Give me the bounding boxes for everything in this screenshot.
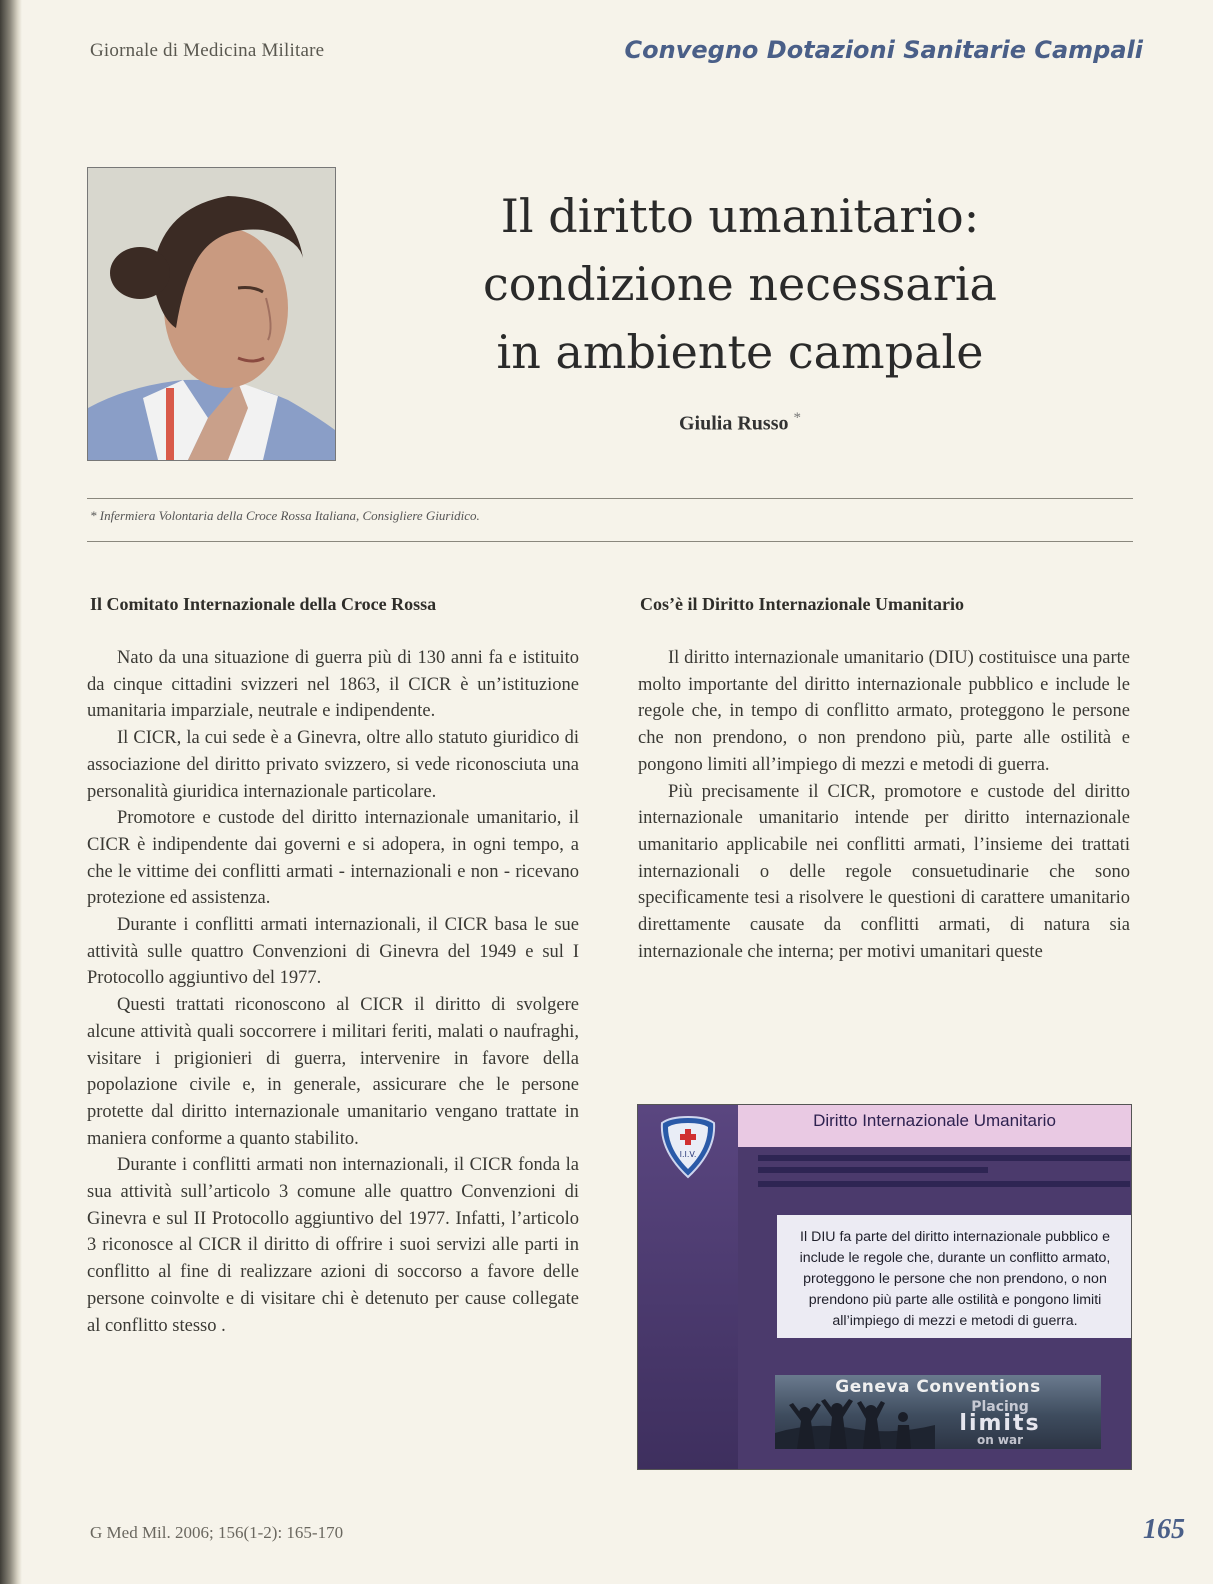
paragraph: Durante i conflitti armati non internazionali, il CICR fonda la sua attività sull’articolo 3 comune alle quattro Convenzioni di Ginevra e sul II Protocollo aggiuntivo del 1977. Infatti, l’articolo 3 riconosce al CICR il diritto di offrire i suoi servizi alle parti in conflitto al fine di realizzare azioni di soccorso a favore delle persone coinvolte e di visitare chi è detenuto per cause collegate al conflitto stesso . — [87, 1155, 579, 1336]
journal-name: Giornale di Medicina Militare — [90, 40, 325, 61]
right-column-text — [638, 645, 1130, 965]
slide-divider-bar — [758, 1167, 988, 1173]
footer-citation: G Med Mil. 2006; 156(1-2): 165-170 — [90, 1523, 344, 1542]
page-number: 165 — [1143, 1514, 1185, 1545]
title-line: condizione necessaria — [483, 257, 997, 311]
left-column-text — [87, 645, 579, 1339]
author-portrait-illustration — [88, 168, 335, 460]
emblem-text: I.I.V. — [679, 1150, 697, 1159]
right-column-heading: Cos’è il Diritto Internazionale Umanitario — [640, 594, 964, 614]
banner-subtitle-line: Placing — [971, 1399, 1029, 1415]
title-line: Il diritto umanitario: — [500, 189, 980, 243]
affiliation-bottom-rule — [87, 541, 1133, 542]
geneva-conventions-banner — [775, 1375, 1101, 1449]
author-footnote-mark: * — [793, 410, 801, 426]
paragraph: Più precisamente il CICR, promotore e custode del diritto internazionale umanitario intende per diritto internazionale umanitario applicabile nei conflitti armati, l’insieme dei trattati internazionali o delle regole consuetudinarie che sono specificamente tesi a risolvere le questioni di carattere umanitario direttamente causate da conflitti armati, di natura sia internazionale che interna; per motivi umanitari queste — [638, 781, 1130, 962]
slide-divider-bar — [758, 1181, 1130, 1187]
author-name — [560, 410, 920, 436]
banner-title: Geneva Conventions — [835, 1377, 1041, 1397]
paragraph: Promotore e custode del diritto internazionale umanitario, il CICR è indipendente dai governi e si adopera, in ogni tempo, a che le vittime dei conflitti armati - internazionali e non - ricevano protezione ed assistenza. — [87, 808, 579, 909]
banner-subtitle-line: on war — [976, 1433, 1024, 1447]
paragraph: Questi trattati riconoscono al CICR il diritto di svolgere alcune attività quali soccorrere i militari feriti, malati o naufraghi, visitare i prigionieri di guerra, intervenire in favore della popolazione civile e, in generale, assicurare che le persone protette dal diritto internazionale umanitario vengano trattate in maniera conforme a quanto stabilito. — [87, 995, 579, 1149]
paragraph: Il CICR, la cui sede è a Ginevra, oltre allo statuto giuridico di associazione del diritto privato svizzero, si vede riconosciuta una personalità giuridica internazionale particolare. — [87, 728, 579, 802]
presentation-slide-figure — [637, 1104, 1132, 1470]
slide-divider-bar — [758, 1155, 1130, 1161]
author-affiliation: * Infermiera Volontaria della Croce Rossa Italiana, Consigliere Giuridico. — [90, 508, 480, 523]
banner-subtitle-line: limits — [959, 1411, 1041, 1436]
paragraph: Nato da una situazione di guerra più di 130 anni fa e istituito da cinque cittadini svizzeri nel 1863, il CICR è un’istituzione umanitaria imparziale, neutrale e indipendente. — [87, 648, 579, 722]
paragraph: Il diritto internazionale umanitario (DIU) costituisce una parte molto importante del diritto internazionale pubblico e include le regole che, in tempo di conflitto armato, proteggono le persone che non prendono, o non prendono più, parte alle ostilità e pongono limiti all’impiego di mezzi e metodi di guerra. — [638, 648, 1130, 775]
shield-emblem-icon — [658, 1115, 718, 1184]
affiliation-top-rule — [87, 498, 1133, 499]
title-line: in ambiente campale — [496, 325, 984, 379]
paragraph: Durante i conflitti armati internazionali, il CICR basa le sue attività sulle quattro Convenzioni di Ginevra del 1949 e sul I Protocollo aggiuntivo del 1977. — [87, 915, 579, 989]
section-title: Convegno Dotazioni Sanitarie Campali — [624, 36, 1143, 64]
page-binding-shadow — [0, 0, 22, 1584]
slide-body-text: Il DIU fa parte del diritto internazionale pubblico e include le regole che, durante un conflitto armato, proteggono le persone che non prendono, o non prendono più parte alle ostilità e pongono limiti all’impiego di mezzi e metodi di guerra. — [777, 1215, 1132, 1338]
slide-header: Diritto Internazionale Umanitario — [738, 1105, 1131, 1147]
author-name-text: Giulia Russo — [679, 412, 789, 435]
article-title — [440, 182, 1040, 386]
left-column-heading: Il Comitato Internazionale della Croce Rossa — [90, 594, 437, 614]
author-photo — [87, 167, 336, 461]
